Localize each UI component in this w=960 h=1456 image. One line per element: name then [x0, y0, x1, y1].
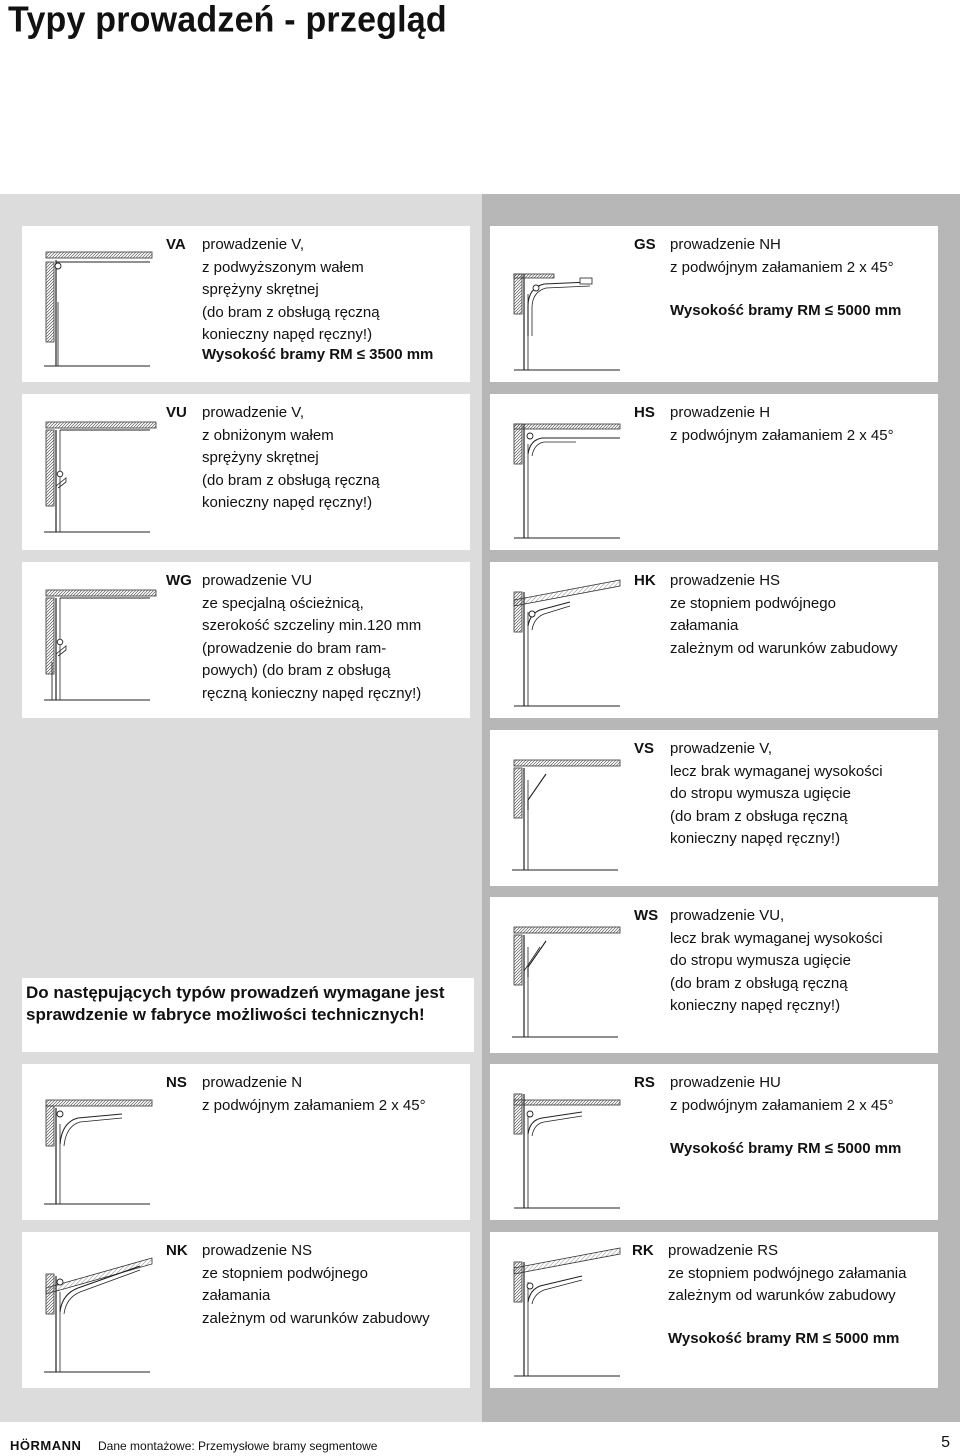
code-label: WG	[166, 572, 192, 589]
description: prowadzenie HS ze stopniem podwójnego załamania zależnym od warunków zabudowy	[670, 572, 898, 657]
guide-diagram-nk	[22, 1232, 162, 1388]
code-label: NK	[166, 1242, 188, 1259]
height-note: Wysokość bramy RM ≤ 5000 mm	[670, 1140, 902, 1157]
card-vs	[490, 730, 938, 886]
guide-diagram-vu	[22, 394, 162, 550]
guide-diagram-hs	[490, 394, 630, 550]
description: prowadzenie VU, lecz brak wymaganej wysokości do stropu wymusza ugięcie (do bram z obsługą ręczną konieczny napęd ręczny!)	[670, 907, 883, 1014]
footer-text: Dane montażowe: Przemysłowe bramy segmentowe	[98, 1439, 378, 1453]
code-label: HS	[634, 404, 655, 421]
code-label: WS	[634, 907, 659, 924]
card-nk	[22, 1232, 470, 1388]
guide-diagram-wg	[22, 562, 162, 718]
description: prowadzenie HU z podwójnym załamaniem 2 x 45°	[670, 1074, 894, 1114]
description: prowadzenie VU ze specjalną ościeżnicą, szerokość szczeliny min.120 mm (prowadzenie do bram ram- powych) (do bram z obsługą ręczną konieczny napęd ręczny!)	[202, 572, 422, 702]
card-wg	[22, 562, 470, 718]
description: prowadzenie RS ze stopniem podwójnego załamania zależnym od warunków zabudowy	[668, 1242, 907, 1304]
footer	[0, 1436, 960, 1456]
description: prowadzenie NS ze stopniem podwójnego załamania zależnym od warunków zabudowy	[202, 1242, 430, 1327]
guide-diagram-rk	[490, 1232, 630, 1388]
card-ns	[22, 1064, 470, 1220]
guide-diagram-ns	[22, 1064, 162, 1220]
warning-note	[22, 978, 474, 1052]
height-note: Wysokość bramy RM ≤ 3500 mm	[202, 346, 434, 363]
guide-diagram-ws	[490, 897, 630, 1053]
description: prowadzenie N z podwójnym załamaniem 2 x 45°	[202, 1074, 426, 1114]
guide-diagram-vs	[490, 730, 630, 886]
warning-note-text: Do następujących typów prowadzeń wymagane jest sprawdzenie w fabryce możliwości technicznych!	[26, 983, 445, 1024]
guide-diagram-va	[22, 226, 162, 382]
code-label: NS	[166, 1074, 187, 1091]
guide-diagram-rs	[490, 1064, 630, 1220]
description: prowadzenie V, z obniżonym wałem sprężyny skrętnej (do bram z obsługą ręczną konieczny napęd ręczny!)	[202, 404, 380, 511]
height-note: Wysokość bramy RM ≤ 5000 mm	[668, 1330, 900, 1347]
code-label: RK	[632, 1242, 654, 1259]
card-hk	[490, 562, 938, 718]
card-rk	[490, 1232, 938, 1388]
card-rs	[490, 1064, 938, 1220]
card-va	[22, 226, 470, 382]
code-label: VS	[634, 740, 655, 757]
description: prowadzenie H z podwójnym załamaniem 2 x 45°	[670, 404, 894, 444]
description: prowadzenie V, lecz brak wymaganej wysokości do stropu wymusza ugięcie (do bram z obsługa ręczną konieczny napęd ręczny!)	[670, 740, 883, 847]
card-gs	[490, 226, 938, 382]
code-label: GS	[634, 236, 656, 253]
code-label: VU	[166, 404, 187, 421]
code-label: RS	[634, 1074, 655, 1091]
card-ws	[490, 897, 938, 1053]
height-note: Wysokość bramy RM ≤ 5000 mm	[670, 302, 902, 319]
hormann-logo: HÖRMANN	[10, 1438, 82, 1453]
code-label: HK	[634, 572, 656, 589]
guide-diagram-gs	[490, 226, 630, 382]
page-title: Typy prowadzeń - przegląd	[8, 0, 447, 40]
description: prowadzenie NH z podwójnym załamaniem 2 x 45°	[670, 236, 894, 276]
card-vu	[22, 394, 470, 550]
guide-diagram-hk	[490, 562, 630, 718]
code-label: VA	[166, 236, 186, 253]
description: prowadzenie V, z podwyższonym wałem sprężyny skrętnej (do bram z obsługą ręczną konieczny napęd ręczny!)	[202, 236, 380, 343]
card-hs	[490, 394, 938, 550]
page-number: 5	[941, 1434, 950, 1451]
